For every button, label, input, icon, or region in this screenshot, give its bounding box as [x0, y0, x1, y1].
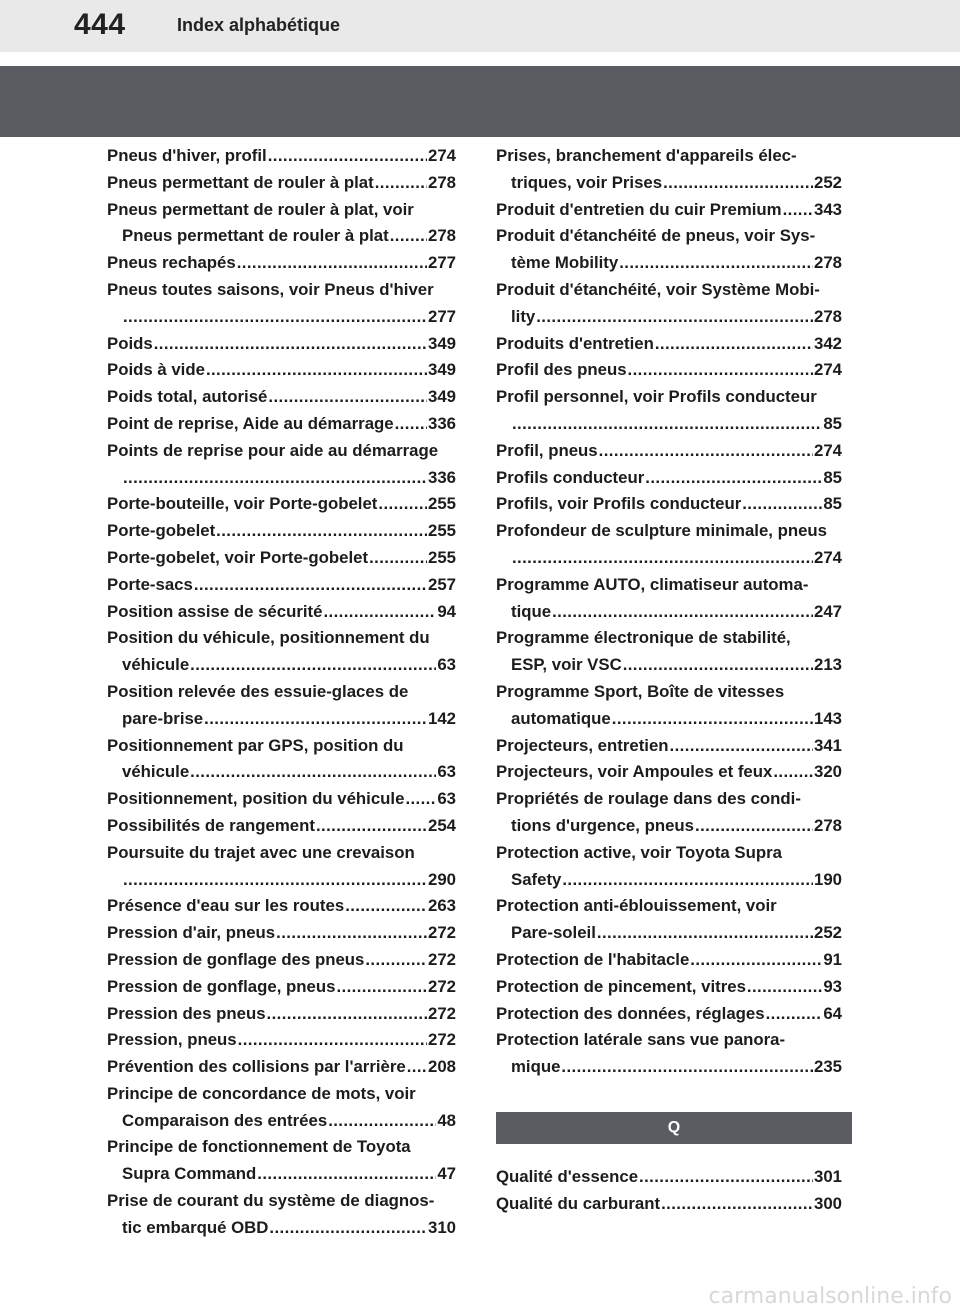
index-entry [107, 465, 456, 492]
index-entry [107, 1108, 456, 1135]
entry-label: Propriétés de roulage dans des condi- [496, 789, 801, 809]
dot-leader [328, 1108, 436, 1135]
index-entry [496, 733, 842, 760]
index-entry [496, 572, 842, 599]
dot-leader [378, 491, 427, 518]
index-entry [496, 786, 842, 813]
dot-leader [154, 331, 427, 358]
entry-label: Programme Sport, Boîte de vitesses [496, 681, 785, 701]
entry-label: Prises, branchement d'appareils élec- [496, 146, 797, 165]
index-entry [107, 947, 456, 974]
index-entry [496, 465, 842, 492]
index-entry [107, 304, 456, 331]
index-entry [496, 384, 842, 411]
entry-page-number: 85 [823, 467, 842, 487]
entry-label: Comparaison des entrées [122, 1110, 328, 1130]
dot-leader [405, 786, 436, 813]
entry-page-number: 63 [437, 762, 456, 782]
entry-label: Point de reprise, Aide au démarrage [107, 413, 394, 433]
dot-leader [276, 920, 427, 947]
dot-leader [661, 1191, 813, 1218]
entry-label: Programme électronique de stabilité, [496, 628, 791, 648]
entry-page-number: 64 [823, 1003, 842, 1023]
index-entry [107, 545, 456, 572]
dot-leader [783, 197, 813, 224]
entry-label: tique [511, 601, 552, 621]
entry-page-number: 349 [428, 333, 456, 353]
dot-leader [742, 491, 822, 518]
entry-label: Protection de l'habitacle [496, 949, 690, 969]
entry-label: Pneus permettant de rouler à plat, voir [107, 199, 414, 219]
dot-leader [536, 304, 813, 331]
dot-leader [612, 706, 813, 733]
entry-page-number: 278 [428, 226, 456, 246]
entry-label: automatique [511, 708, 611, 728]
index-entry [496, 1027, 842, 1054]
index-entry [496, 304, 842, 331]
dot-leader [552, 599, 813, 626]
entry-page-number: 255 [428, 521, 456, 541]
dot-leader [655, 331, 813, 358]
section-title: Index alphabétique [177, 15, 341, 35]
entry-page-number: 190 [814, 869, 842, 889]
entry-label: Produit d'étanchéité, voir Système Mobi- [496, 279, 820, 299]
entry-label: Supra Command [122, 1164, 257, 1184]
entry-label: Produit d'entretien du cuir Premium [496, 199, 782, 219]
index-entry [496, 679, 842, 706]
index-entry [107, 411, 456, 438]
entry-page-number: 142 [428, 708, 456, 728]
index-entry [107, 223, 456, 250]
index-entry [107, 1081, 456, 1108]
dot-leader [336, 974, 427, 1001]
entry-label: Porte-sacs [107, 574, 193, 594]
index-entry [496, 170, 842, 197]
entry-page-number: 300 [814, 1193, 842, 1213]
entry-label: Pneus permettant de rouler à plat [122, 226, 389, 246]
entry-page-number: 349 [428, 387, 456, 407]
dot-leader [257, 1161, 436, 1188]
entry-label: Profondeur de sculpture minimale, pneus [496, 521, 828, 541]
dot-leader [268, 384, 427, 411]
entry-page-number: 94 [437, 601, 456, 621]
index-entry [107, 1188, 456, 1215]
dot-leader [561, 1054, 813, 1081]
entry-page-number: 257 [428, 574, 456, 594]
entry-page-number: 93 [823, 976, 842, 996]
index-entry [107, 652, 456, 679]
entry-label: tions d'urgence, pneus [511, 815, 695, 835]
entry-label: Pneus permettant de rouler à plat [107, 172, 374, 192]
entry-label: pare-brise [122, 708, 204, 728]
index-entry [107, 679, 456, 706]
index-entry [107, 920, 456, 947]
entry-page-number: 277 [428, 306, 456, 326]
index-entry [107, 813, 456, 840]
entry-label: Points de reprise pour aide au démarrage [107, 440, 439, 460]
entry-label: Protection de pincement, vitres [496, 976, 746, 996]
entry-page-number: 143 [814, 708, 842, 728]
entry-label: véhicule [122, 655, 190, 675]
entry-label: Protection active, voir Toyota Supra [496, 842, 782, 862]
index-entry [107, 438, 456, 465]
entry-label: Position relevée des essuie-glaces de [107, 681, 409, 701]
dot-leader [323, 599, 436, 626]
index-entry [107, 1161, 456, 1188]
entry-label: Présence d'eau sur les routes [107, 896, 345, 916]
page-number: 444 [74, 8, 126, 41]
index-entry [496, 706, 842, 733]
dot-leader [369, 545, 427, 572]
entry-label: lity [511, 306, 536, 326]
index-column-left [107, 143, 456, 1242]
letter-heading-q: Q [496, 1112, 852, 1144]
entry-page-number: 252 [814, 923, 842, 943]
entry-label: Pression des pneus [107, 1003, 266, 1023]
index-entries-p-continued [496, 143, 842, 1081]
dot-leader [123, 465, 427, 492]
entry-label: Profil personnel, voir Profils conducteur [496, 387, 817, 407]
dot-leader [395, 411, 427, 438]
index-entry [496, 920, 842, 947]
index-entry [496, 947, 842, 974]
entry-label: Profils, voir Profils conducteur [496, 494, 742, 514]
entry-label: Pneus toutes saisons, voir Pneus d'hiver [107, 279, 434, 299]
dot-leader [204, 706, 427, 733]
index-entry [107, 1054, 456, 1081]
entry-page-number: 278 [814, 306, 842, 326]
index-column-right [496, 143, 842, 1217]
dot-leader [512, 411, 822, 438]
index-entry [496, 357, 842, 384]
entry-label: Poids total, autorisé [107, 387, 268, 407]
entry-label: Pression de gonflage des pneus [107, 949, 365, 969]
entry-label: Qualité du carburant [496, 1193, 661, 1213]
entry-label: mique [511, 1057, 561, 1077]
entry-label: Possibilités de rangement [107, 815, 315, 835]
dot-leader [316, 813, 427, 840]
entry-page-number: 301 [814, 1166, 842, 1186]
index-entry [107, 599, 456, 626]
entry-label: tic embarqué OBD [122, 1217, 269, 1237]
index-entry [107, 759, 456, 786]
entry-page-number: 278 [428, 172, 456, 192]
dot-leader [645, 465, 822, 492]
dot-leader [619, 250, 813, 277]
dot-leader [269, 1215, 427, 1242]
dot-leader [190, 652, 436, 679]
dot-leader [238, 1027, 427, 1054]
entry-page-number: 48 [437, 1110, 456, 1130]
index-entry [496, 411, 842, 438]
index-entry [107, 491, 456, 518]
index-entry [107, 1001, 456, 1028]
entry-label: Pare-soleil [511, 923, 596, 943]
index-entry [496, 1164, 842, 1191]
entry-label: Porte-bouteille, voir Porte-gobelet [107, 494, 378, 514]
entry-label: Profils conducteur [496, 467, 645, 487]
dot-leader [390, 223, 427, 250]
entry-page-number: 310 [428, 1217, 456, 1237]
entry-label: Principe de fonctionnement de Toyota [107, 1137, 411, 1157]
dot-leader [267, 1001, 427, 1028]
dot-leader [407, 1054, 427, 1081]
index-entry [496, 197, 842, 224]
index-entry [496, 545, 842, 572]
index-entries-q [496, 1164, 842, 1218]
entry-label: Poids [107, 333, 153, 353]
entry-page-number: 272 [428, 976, 456, 996]
index-entry [107, 170, 456, 197]
entry-label: triques, voir Prises [511, 172, 663, 192]
dot-leader [206, 357, 427, 384]
index-entry [107, 1027, 456, 1054]
header-banner [0, 66, 960, 137]
dot-leader [512, 545, 813, 572]
index-entry [107, 277, 456, 304]
entry-label: Protection des données, réglages [496, 1003, 765, 1023]
page-header [0, 0, 960, 52]
entry-label: Pneus d'hiver, profil [107, 146, 267, 165]
entry-label: Porte-gobelet [107, 521, 216, 541]
dot-leader [599, 438, 813, 465]
index-entry [496, 813, 842, 840]
index-entry [107, 572, 456, 599]
dot-leader [123, 304, 427, 331]
entry-page-number: 277 [428, 253, 456, 273]
entry-page-number: 349 [428, 360, 456, 380]
entry-page-number: 272 [428, 949, 456, 969]
index-entry [496, 331, 842, 358]
dot-leader [345, 893, 427, 920]
dot-leader [194, 572, 427, 599]
entry-page-number: 263 [428, 896, 456, 916]
index-entry [496, 518, 842, 545]
dot-leader [597, 920, 813, 947]
entry-label: Prévention des collisions par l'arrière [107, 1057, 406, 1077]
entry-page-number: 341 [814, 735, 842, 755]
entry-label: Safety [511, 869, 562, 889]
entry-label: Programme AUTO, climatiseur automa- [496, 574, 809, 594]
index-entry [107, 518, 456, 545]
dot-leader [268, 143, 427, 170]
entry-page-number: 235 [814, 1057, 842, 1077]
entry-page-number: 342 [814, 333, 842, 353]
index-entry [496, 759, 842, 786]
entry-page-number: 274 [428, 146, 456, 165]
index-entry [107, 733, 456, 760]
index-entry [496, 1054, 842, 1081]
entry-page-number: 272 [428, 1030, 456, 1050]
index-entry [496, 438, 842, 465]
entry-page-number: 254 [428, 815, 456, 835]
entry-page-number: 85 [823, 413, 842, 433]
dot-leader [747, 974, 822, 1001]
entry-label: Poids à vide [107, 360, 205, 380]
entry-page-number: 320 [814, 762, 842, 782]
dot-leader [237, 250, 427, 277]
index-entry [496, 625, 842, 652]
entry-label: Qualité d'essence [496, 1166, 639, 1186]
entry-label: véhicule [122, 762, 190, 782]
dot-leader [663, 170, 813, 197]
entry-label: Position assise de sécurité [107, 601, 323, 621]
index-entry [107, 625, 456, 652]
index-entry [107, 357, 456, 384]
dot-leader [690, 947, 822, 974]
entry-page-number: 208 [428, 1057, 456, 1077]
entry-page-number: 278 [814, 253, 842, 273]
index-entry [107, 331, 456, 358]
entry-label: Pression de gonflage, pneus [107, 976, 336, 996]
index-entry [107, 1215, 456, 1242]
entry-page-number: 213 [814, 655, 842, 675]
index-entry [496, 974, 842, 1001]
entry-page-number: 274 [814, 360, 842, 380]
entry-label: Projecteurs, entretien [496, 735, 669, 755]
index-entry [496, 840, 842, 867]
entry-label: Protection latérale sans vue panora- [496, 1030, 786, 1050]
entry-label: Pression d'air, pneus [107, 923, 276, 943]
index-entry [496, 599, 842, 626]
index-entry [496, 250, 842, 277]
dot-leader [695, 813, 813, 840]
index-entry [107, 893, 456, 920]
entry-page-number: 290 [428, 869, 456, 889]
dot-leader [365, 947, 427, 974]
entry-label: Poursuite du trajet avec une crevaison [107, 842, 415, 862]
entry-page-number: 85 [823, 494, 842, 514]
entry-page-number: 272 [428, 923, 456, 943]
entry-page-number: 247 [814, 601, 842, 621]
index-entry [107, 143, 456, 170]
entry-label: Pression, pneus [107, 1030, 237, 1050]
entry-label: Profil des pneus [496, 360, 627, 380]
entry-page-number: 91 [823, 949, 842, 969]
entry-label: Position du véhicule, positionnement du [107, 628, 430, 648]
entry-page-number: 336 [428, 413, 456, 433]
index-entry [496, 143, 842, 170]
index-entry [107, 1134, 456, 1161]
dot-leader [670, 733, 813, 760]
entry-label: tème Mobility [511, 253, 619, 273]
dot-leader [639, 1164, 813, 1191]
index-entry [496, 491, 842, 518]
entry-page-number: 63 [437, 789, 456, 809]
entry-page-number: 274 [814, 547, 842, 567]
index-entry [107, 706, 456, 733]
entry-page-number: 255 [428, 494, 456, 514]
entry-label: Produits d'entretien [496, 333, 654, 353]
entry-page-number: 255 [428, 547, 456, 567]
entry-page-number: 343 [814, 199, 842, 219]
index-entry [107, 197, 456, 224]
entry-label: Positionnement, position du véhicule [107, 789, 405, 809]
entry-label: Porte-gobelet, voir Porte-gobelet [107, 547, 369, 567]
entry-label: Protection anti-éblouissement, voir [496, 896, 777, 916]
entry-page-number: 278 [814, 815, 842, 835]
index-entry [496, 1001, 842, 1028]
dot-leader [216, 518, 427, 545]
index-entry [107, 974, 456, 1001]
index-entry [107, 840, 456, 867]
dot-leader [773, 759, 813, 786]
index-entry [107, 384, 456, 411]
dot-leader [123, 867, 427, 894]
index-entry [496, 893, 842, 920]
index-entry [496, 223, 842, 250]
entry-label: Positionnement par GPS, position du [107, 735, 404, 755]
entry-label: Profil, pneus [496, 440, 598, 460]
dot-leader [766, 1001, 823, 1028]
watermark: carmanualsonline.info [708, 1284, 952, 1309]
dot-leader [623, 652, 813, 679]
entry-page-number: 63 [437, 655, 456, 675]
entry-page-number: 336 [428, 467, 456, 487]
entry-page-number: 252 [814, 172, 842, 192]
index-entry [496, 652, 842, 679]
entry-label: Prise de courant du système de diagnos- [107, 1191, 435, 1211]
entry-page-number: 274 [814, 440, 842, 460]
entry-label: Projecteurs, voir Ampoules et feux [496, 762, 773, 782]
dot-leader [628, 357, 813, 384]
dot-leader [375, 170, 427, 197]
index-entry [496, 1191, 842, 1218]
dot-leader [562, 867, 813, 894]
index-entry [107, 867, 456, 894]
entry-page-number: 272 [428, 1003, 456, 1023]
entry-label: ESP, voir VSC [511, 655, 622, 675]
entry-page-number: 47 [437, 1164, 456, 1184]
entry-label: Pneus rechapés [107, 253, 236, 273]
dot-leader [190, 759, 436, 786]
index-entry [496, 867, 842, 894]
entry-label: Produit d'étanchéité de pneus, voir Sys- [496, 226, 816, 246]
entry-label: Principe de concordance de mots, voir [107, 1083, 416, 1103]
index-entry [107, 786, 456, 813]
index-entry [107, 250, 456, 277]
index-entry [496, 277, 842, 304]
